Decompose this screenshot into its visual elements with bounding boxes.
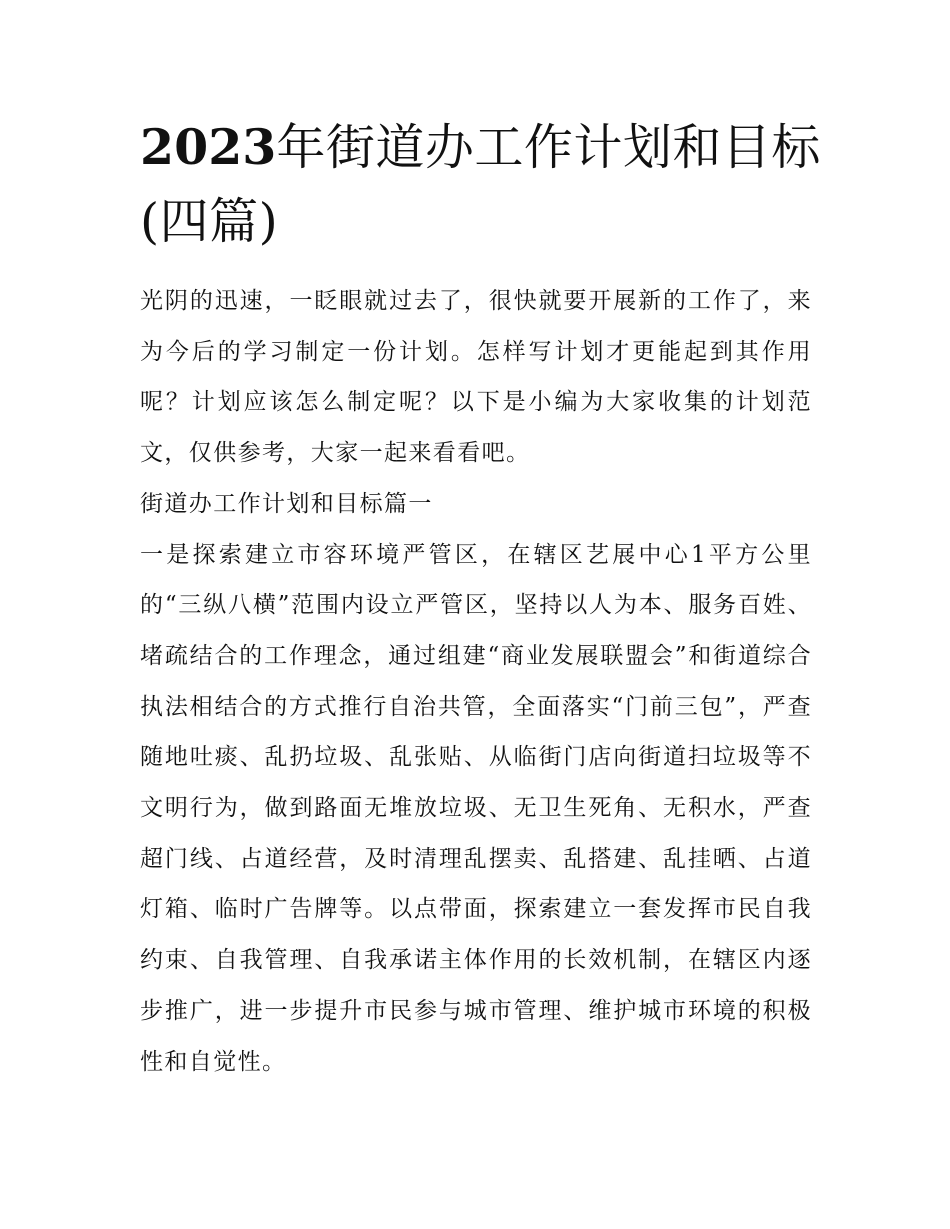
document-title [140, 110, 821, 259]
title-line-1 [140, 110, 821, 185]
title-year: 2023 [140, 118, 277, 176]
intro-paragraph: 光阴的迅速，一眨眼就过去了，很快就要开展新的工作了，来为今后的学习制定一份计划。怎样写计划才更能起到其作用呢？计划应该怎么制定呢？以下是小编为大家收集的计划范文，仅供参考，大家一起来看看吧。 [140, 288, 812, 467]
section-paragraph: 一是探索建立市容环境严管区，在辖区艺展中心1平方公里的“三纵八横”范围内设立严管区，坚持以人为本、服务百姓、堵疏结合的工作理念，通过组建“商业发展联盟会”和街道综合执法相结合的方式推行自治共管，全面落实“门前三包”，严查随地吐痰、乱扔垃圾、乱张贴、从临街门店向街道扫垃圾等不文明行为，做到路面无堆放垃圾、无卫生死角、无积水，严查超门线、占道经营，及时清理乱摆卖、乱搭建、乱挂晒、占道灯箱、临时广告牌等。以点带面，探索建立一套发挥市民自我约束、自我管理、自我承诺主体作用的长效机制，在辖区内逐步推广，进一步提升市民参与城市管理、维护城市环境的积极性和自觉性。 [140, 541, 812, 1075]
document-content [140, 110, 821, 1087]
title-line-2: (四篇) [140, 193, 279, 250]
document-body [140, 276, 812, 1087]
section-heading: 街道办工作计划和目标篇一 [140, 490, 433, 517]
title-text: 年街道办工作计划和目标 [276, 119, 821, 176]
